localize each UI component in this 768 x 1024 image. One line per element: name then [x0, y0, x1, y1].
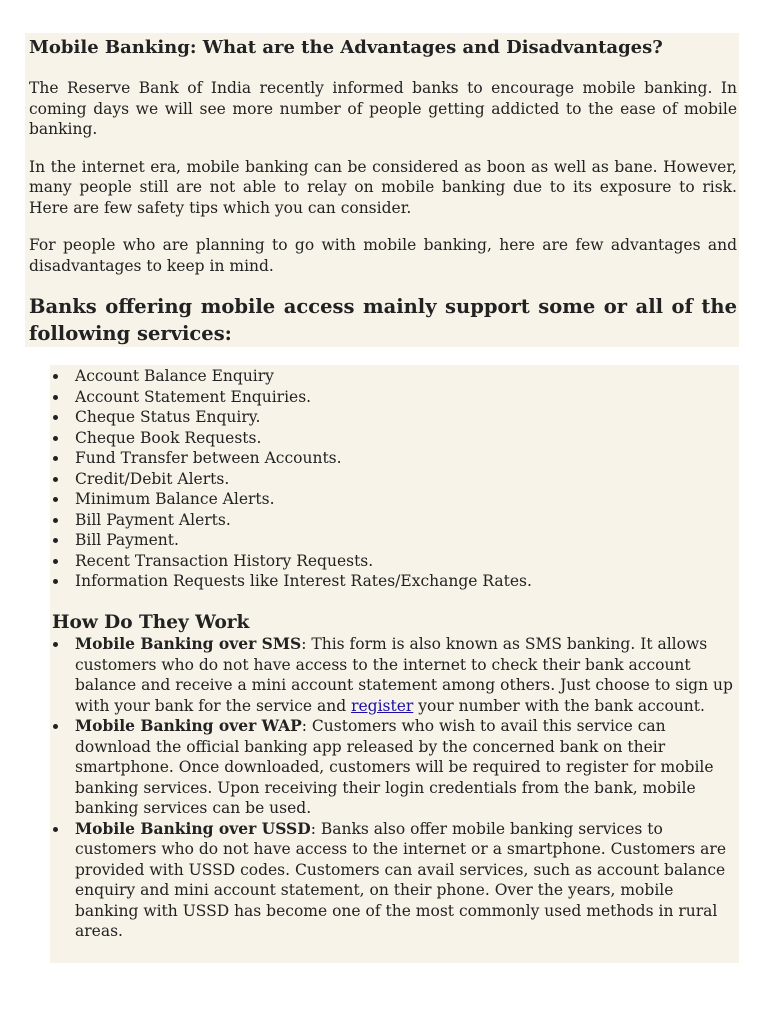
how-they-work-heading: How Do They Work	[52, 612, 250, 633]
service-label: Minimum Balance Alerts.	[75, 490, 275, 508]
list-item	[29, 551, 739, 572]
bullet-icon	[53, 827, 58, 832]
list-item	[29, 819, 739, 942]
item-text: : Banks also offer mobile banking services to customers who do not have access to the internet or a smartphone. Customers are provided with USSD codes. Customers can avail services, such as account balance enquiry and mini account statement, on their phone. Over the years, mobile banking with USSD has become one of the most commonly used methods in rural areas.	[75, 819, 727, 940]
how-they-work-list	[29, 634, 739, 942]
list-item	[29, 407, 739, 428]
list-item	[29, 634, 739, 716]
service-label: Information Requests like Interest Rates/Exchange Rates.	[75, 572, 532, 590]
bullet-icon	[53, 415, 58, 420]
bullet-icon	[53, 518, 58, 523]
bullet-icon	[53, 538, 58, 543]
services-heading: Banks offering mobile access mainly support some or all of the following services:	[29, 295, 737, 345]
list-item	[29, 530, 739, 551]
intro-paragraph-3: For people who are planning to go with mobile banking, here are few advantages and disadvantages to keep in mind.	[29, 236, 737, 275]
list-item	[29, 366, 739, 387]
services-list	[29, 366, 739, 592]
service-label: Account Balance Enquiry	[75, 367, 274, 385]
list-item	[29, 489, 739, 510]
item-title: Mobile Banking over WAP	[75, 716, 302, 735]
item-text: : Customers who wish to avail this service can download the official banking app released by the concerned bank on their smartphone. Once downloaded, customers will be required to register for mobile banking services. Upon receiving their login credentials from the bank, mobile banking services can be used.	[75, 717, 714, 817]
service-label: Credit/Debit Alerts.	[75, 469, 230, 488]
list-item	[29, 448, 739, 469]
article-title: Mobile Banking: What are the Advantages and Disadvantages?	[29, 37, 663, 58]
item-title: Mobile Banking over USSD	[75, 818, 311, 838]
intro-section	[29, 36, 737, 347]
bullet-icon	[53, 374, 58, 379]
list-item	[29, 387, 739, 408]
bullet-icon	[53, 724, 58, 729]
service-label: Fund Transfer between Accounts.	[75, 449, 342, 467]
list-item	[29, 469, 739, 490]
bullet-icon	[53, 456, 58, 461]
bullet-icon	[53, 436, 58, 441]
bullet-icon	[53, 579, 58, 584]
item-text: : This form is also known as SMS banking. It allows customers who do not have access to the internet to check their bank account balance and receive a mini account statement among others. Just choose to sign up with your bank for the service and	[75, 635, 733, 715]
bullet-icon	[53, 477, 58, 482]
bullet-icon	[53, 497, 58, 502]
register-link[interactable]: register	[351, 696, 414, 715]
list-item	[29, 716, 739, 819]
item-text-after: your number with the bank account.	[413, 696, 705, 715]
service-label: Recent Transaction History Requests.	[75, 551, 374, 570]
item-title: Mobile Banking over SMS	[75, 634, 302, 653]
bullet-icon	[53, 559, 58, 564]
list-item	[29, 428, 739, 449]
list-item	[29, 510, 739, 531]
service-label: Bill Payment.	[75, 531, 179, 549]
service-label: Cheque Book Requests.	[75, 428, 262, 447]
intro-paragraph-1: The Reserve Bank of India recently informed banks to encourage mobile banking. In coming days we will see more number of people getting addicted to the ease of mobile banking.	[29, 79, 737, 138]
bullet-icon	[53, 395, 58, 400]
service-label: Bill Payment Alerts.	[75, 510, 231, 529]
service-label: Account Statement Enquiries.	[75, 387, 312, 406]
intro-paragraph-2: In the internet era, mobile banking can be considered as boon as well as bane. However, many people still are not able to relay on mobile banking due to its exposure to risk. Here are few safety tips which you can consider.	[29, 157, 737, 217]
bullet-icon	[53, 642, 58, 647]
service-label: Cheque Status Enquiry.	[75, 408, 261, 426]
list-item	[29, 571, 739, 592]
